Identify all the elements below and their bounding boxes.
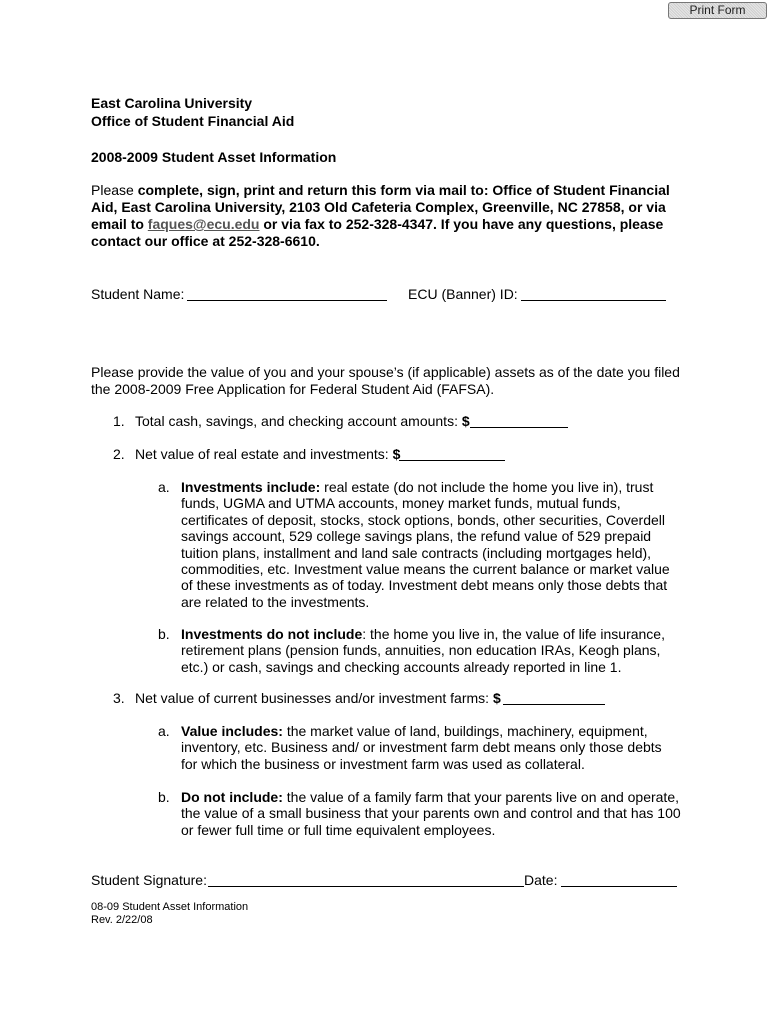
item-1-dollar: $ bbox=[461, 413, 470, 429]
item-3-dollar: $ bbox=[492, 690, 501, 706]
instructions-prefix: Please bbox=[91, 182, 138, 198]
office-name: Office of Student Financial Aid bbox=[91, 113, 295, 129]
instructions bbox=[91, 182, 691, 250]
student-name-field[interactable] bbox=[187, 300, 387, 301]
item-2b-bold: Investments do not include bbox=[181, 626, 363, 642]
item-2-number: 2. bbox=[113, 446, 125, 462]
university-name: East Carolina University bbox=[91, 95, 253, 111]
item-1-text bbox=[135, 413, 470, 430]
item-2a-letter: a. bbox=[158, 479, 170, 495]
item-3b-letter: b. bbox=[158, 789, 170, 805]
item-1-amount-field[interactable] bbox=[470, 427, 568, 428]
ecu-id-label: ECU (Banner) ID: bbox=[408, 286, 518, 302]
item-3b-bold: Do not include: bbox=[181, 789, 283, 805]
item-3a-bold: Value includes: bbox=[181, 723, 283, 739]
ecu-id-field[interactable] bbox=[521, 300, 666, 301]
item-2a-text bbox=[181, 479, 676, 610]
item-2-label: Net value of real estate and investments: bbox=[135, 446, 393, 462]
item-1-number: 1. bbox=[113, 413, 125, 429]
item-2-amount-field[interactable] bbox=[399, 460, 505, 461]
item-3b-body: the value of a family farm that your parents live on and operate, the value of a small business that your parents own and control and that has 100 or fewer full time or full time equivalent employees. bbox=[181, 789, 681, 838]
item-1-label: Total cash, savings, and checking account amounts: bbox=[135, 413, 462, 429]
signature-label: Student Signature: bbox=[91, 872, 207, 888]
footer-form-name: 08-09 Student Asset Information bbox=[91, 901, 249, 913]
item-2-text bbox=[135, 446, 400, 463]
student-name-label: Student Name: bbox=[91, 286, 185, 302]
item-3-text bbox=[135, 690, 501, 707]
print-form-button[interactable]: Print Form bbox=[668, 2, 767, 19]
item-2b-body: : the home you live in, the value of life insurance, retirement plans (pension funds, annuities, non education IRAs, Keogh plans, etc.) or cash, savings and checking accounts already reported in line 1. bbox=[181, 626, 665, 675]
signature-field[interactable] bbox=[208, 886, 524, 887]
item-3a-letter: a. bbox=[158, 723, 170, 739]
item-3-number: 3. bbox=[113, 690, 125, 706]
date-field[interactable] bbox=[561, 886, 677, 887]
form-title: 2008-2009 Student Asset Information bbox=[91, 149, 337, 165]
footer-revision: Rev. 2/22/08 bbox=[91, 914, 153, 926]
item-3a-body: the market value of land, buildings, machinery, equipment, inventory, etc. Business and/ or investment farm debt means only those debts for which the business or investment farm was used as collateral. bbox=[181, 723, 662, 772]
item-3b-text bbox=[181, 789, 681, 838]
item-2-dollar: $ bbox=[392, 446, 401, 462]
item-2b-letter: b. bbox=[158, 626, 170, 642]
item-2b-text bbox=[181, 626, 676, 675]
item-2a-bold: Investments include: bbox=[181, 479, 321, 495]
date-label: Date: bbox=[524, 872, 558, 888]
item-2a-body: real estate (do not include the home you live in), trust funds, UGMA and UTMA accounts, money market funds, mutual funds, certificates of deposit, stocks, stock options, bonds, other securities, Coverdell savings account, 529 college savings plans, the refund value of 529 prepaid tuition plans, installment and land sale contracts (including mortgages held), commodities, etc. Investment value means the current balance or market value of these investments as of today. Investment debt means only those debts that are related to the investments. bbox=[181, 479, 670, 610]
email-link[interactable]: faques@ecu.edu bbox=[147, 216, 260, 232]
intro-paragraph: Please provide the value of you and your spouse’s (if applicable) assets as of the date you filed the 2008-2009 Free Application for Federal Student Aid (FAFSA). bbox=[91, 364, 680, 397]
item-3-label: Net value of current businesses and/or investment farms: bbox=[135, 690, 493, 706]
item-3a-text bbox=[181, 723, 681, 772]
instructions-mail: complete, sign, print and return this form via mail to: Office of Student Financial Aid, East Carolina University, 2103 Old Cafeteria Complex, Greenville, NC 27858, or via email to bbox=[91, 182, 670, 232]
item-3-amount-field[interactable] bbox=[503, 704, 605, 705]
instructions-contact: or via fax to 252-328-4347. If you have any questions, please contact our office at 252-328-6610. bbox=[91, 216, 664, 249]
